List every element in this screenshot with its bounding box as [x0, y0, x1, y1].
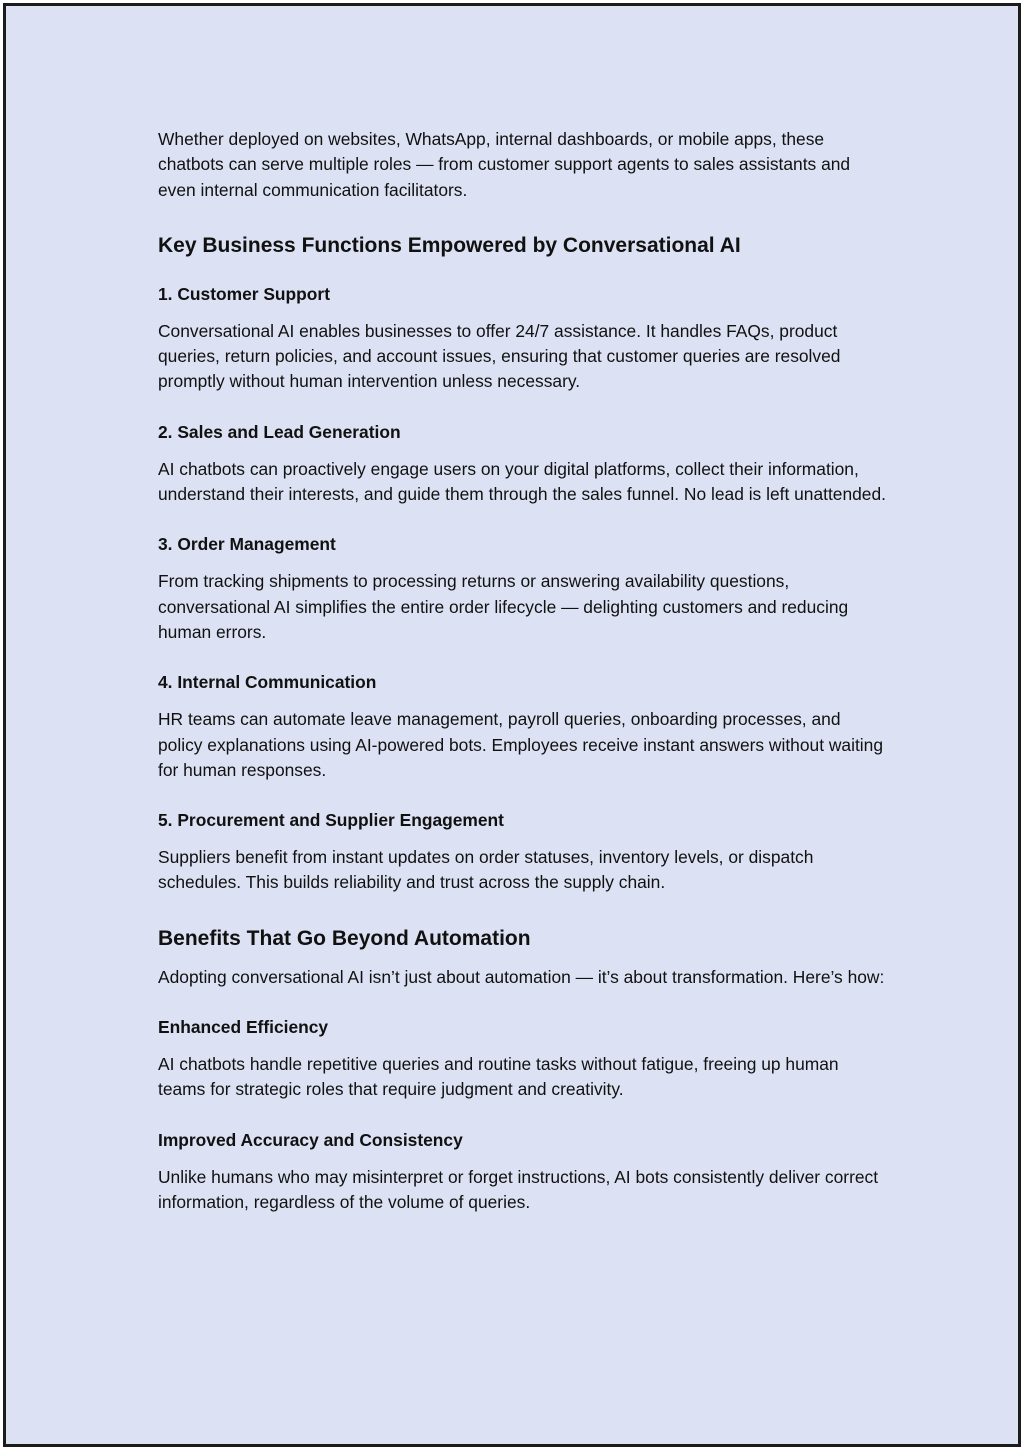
function-title-internal-communication: 4. Internal Communication	[158, 672, 377, 693]
function-title-order-management: 3. Order Management	[158, 534, 336, 555]
benefit-title-enhanced-efficiency: Enhanced Efficiency	[158, 1017, 329, 1038]
intro-paragraph: Whether deployed on websites, WhatsApp, internal dashboards, or mobile apps, these chatbots can serve multiple roles — from customer support agents to sales assistants and even internal communication facilitators.	[158, 129, 851, 200]
function-title-customer-support: 1. Customer Support	[158, 283, 330, 304]
function-title-sales-lead-generation: 2. Sales and Lead Generation	[158, 421, 401, 442]
benefit-body-accuracy-consistency: Unlike humans who may misinterpret or forget instructions, AI bots consistently deliver correct information, regardless of the volume of queries.	[158, 1166, 879, 1212]
benefits-intro-paragraph: Adopting conversational AI isn’t just about automation — it’s about transformation. Here’s how:	[158, 966, 885, 987]
benefit-title-accuracy-consistency: Improved Accuracy and Consistency	[158, 1129, 463, 1150]
function-body-sales-lead-generation: AI chatbots can proactively engage users on your digital platforms, collect their information, understand their interests, and guide them through the sales funnel. No lead is left unattended.	[158, 458, 886, 505]
function-body-customer-support: Conversational AI enables businesses to offer 24/7 assistance. It handles FAQs, product queries, return policies, and account issues, ensuring that customer queries are resolved promptly without human intervention unless necessary.	[158, 320, 841, 392]
document-content	[158, 127, 888, 1240]
function-body-order-management: From tracking shipments to processing returns or answering availability questions, conversational AI simplifies the entire order lifecycle — delighting customers and reducing human errors.	[158, 571, 849, 642]
function-body-procurement: Suppliers benefit from instant updates on order statuses, inventory levels, or dispatch schedules. This builds reliability and trust across the supply chain.	[158, 847, 814, 893]
document-page	[3, 3, 1021, 1447]
function-title-procurement: 5. Procurement and Supplier Engagement	[158, 810, 504, 831]
benefit-body-enhanced-efficiency: AI chatbots handle repetitive queries and routine tasks without fatigue, freeing up human teams for strategic roles that require judgment and creativity.	[158, 1054, 839, 1100]
section-heading-benefits: Benefits That Go Beyond Automation	[158, 926, 531, 950]
function-body-internal-communication: HR teams can automate leave management, payroll queries, onboarding processes, and policy explanations using AI-powered bots. Employees receive instant answers without waiting for human responses.	[158, 709, 883, 780]
section-heading-functions: Key Business Functions Empowered by Conversational AI	[158, 233, 741, 257]
